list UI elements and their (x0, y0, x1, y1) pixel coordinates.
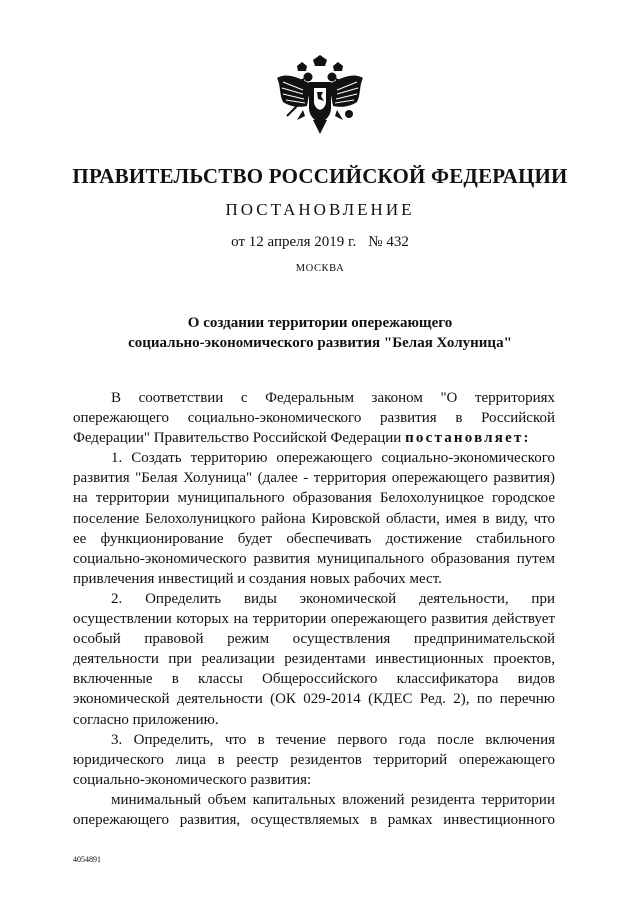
subject-line-2: социально-экономического развития "Белая Холуница" (128, 335, 512, 351)
subject-line-1: О создании территории опережающего (187, 315, 453, 331)
intro-text: В соответствии с Федеральным законом "О территориях опережающего социально-экономического развития в Российской Федерации" Правительство Российской Федерации (73, 390, 555, 447)
document-date-line (0, 234, 640, 251)
document-type: ПОСТАНОВЛЕНИЕ (225, 200, 415, 219)
document-city: МОСКВА (295, 263, 345, 274)
item-3: 3. Определить, что в течение первого года после включения юридического лица в реестр резидентов территорий опережающего социально-экономического развития: (73, 731, 555, 788)
document-subject (60, 313, 580, 353)
item-1: 1. Создать территорию опережающего социально-экономического развития "Белая Холуница" (далее - территория опережающего развития) на территории муниципального образования Белохолуницкое городское поселение Белохолуницкого района Кировской области, имея в виду, что ее функционирование будет обеспечивать достижение стабильного социально-экономического развития муниципального образования путем привлечения инвестиций и создания новых рабочих мест. (73, 450, 555, 587)
document-code: 4054891 (73, 855, 101, 864)
intro-paragraph (73, 388, 555, 448)
document-body (73, 388, 555, 830)
item-3-sub: минимальный объем капитальных вложений резидента территории опережающего развития, осуществляемых в рамках инвестиционного (73, 791, 555, 828)
document-date: от 12 апреля 2019 г. (231, 234, 357, 250)
document-number: № 432 (368, 234, 409, 250)
coat-of-arms-icon (273, 54, 367, 138)
government-title: ПРАВИТЕЛЬСТВО РОССИЙСКОЙ ФЕДЕРАЦИИ (72, 164, 568, 188)
decree-word: постановляет: (405, 430, 531, 447)
item-2: 2. Определить виды экономической деятельности, при осуществлении которых на территории опережающего развития действует особый правовой режим осуществления предпринимательской деятельности при реализации резидентами инвестиционных проектов, включенные в классы Общероссийского классификатора видов экономической деятельности (ОК 029-2014 (КДЕС Ред. 2), по перечню согласно приложению. (73, 590, 555, 728)
